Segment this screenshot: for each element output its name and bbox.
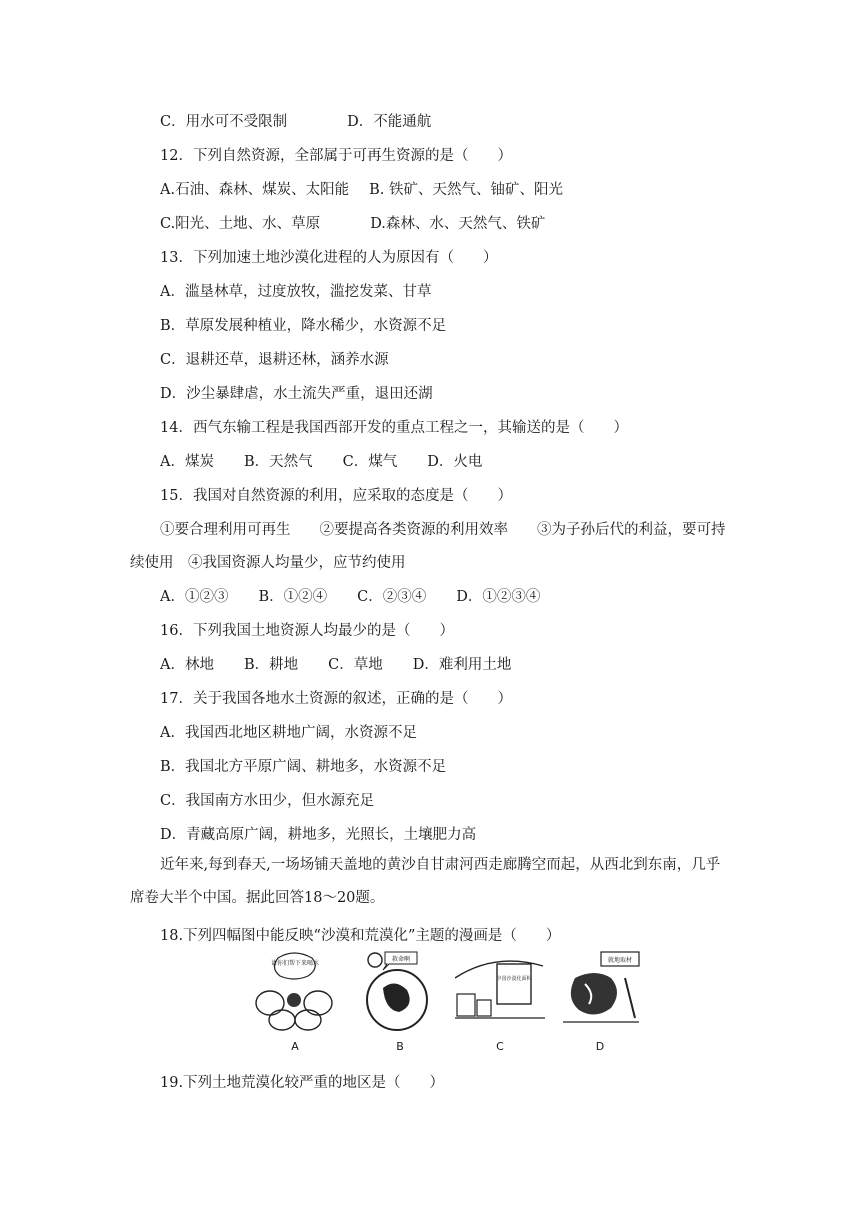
line-segment: D．火电: [427, 454, 483, 470]
paragraph-p1: ①要合理利用可再生 ②要提高各类资源的利用效率 ③为子孙后代的利益，要可持续使用 ④我国资源人均量少，应节约使用: [130, 522, 726, 571]
text-line-l9: [160, 384, 433, 404]
line-segment: C．用水可不受限制: [160, 114, 288, 130]
line-segment: D．①②③④: [456, 589, 541, 605]
line-segment: 12．下列自然资源，全部属于可再生资源的是（ ）: [160, 148, 512, 164]
text-line-l11: [160, 452, 482, 472]
line-segment: A．我国西北地区耕地广阔，水资源不足: [160, 725, 417, 741]
text-line-l21: [160, 825, 476, 845]
line-segment: C．②③④: [357, 589, 427, 605]
text-line-l10: [160, 418, 628, 438]
text-line-l12: [160, 486, 512, 506]
cartoon-c-caption: 中国沙漠化面积: [496, 976, 532, 982]
line-segment: B．①②④: [258, 589, 328, 605]
line-segment: B．草原发展种植业，降水稀少，水资源不足: [160, 318, 447, 334]
text-line-l4: [160, 214, 545, 234]
text-line-l15: [160, 621, 454, 641]
text-line-l25: [160, 1073, 444, 1093]
text-line-l14: [160, 587, 540, 607]
line-segment: 13．下列加速土地沙漠化进程的人为原因有（ ）: [160, 250, 498, 266]
line-segment: A．煤炭: [160, 454, 214, 470]
cartoon-d-caption: 就地取材: [607, 957, 633, 964]
line-segment: C．我国南方水田少，但水源充足: [160, 793, 375, 809]
cartoon-c-image: [455, 948, 545, 1034]
text-line-l20: [160, 791, 374, 811]
line-segment: A．①②③: [160, 589, 229, 605]
line-segment: D．青藏高原广阔，耕地多，光照长，土壤肥力高: [160, 827, 477, 843]
cartoon-b-image: [355, 948, 445, 1034]
line-segment: 15．我国对自然资源的利用，应采取的态度是（ ）: [160, 488, 512, 504]
cartoon-d-label: D: [595, 1040, 605, 1053]
line-segment: C．草地: [328, 657, 383, 673]
text-line-l5: [160, 248, 497, 268]
line-segment: C．退耕还草，退耕还林，涵养水源: [160, 352, 389, 368]
text-line-l24: [160, 926, 560, 946]
line-segment: 16．下列我国土地资源人均最少的是（ ）: [160, 623, 454, 639]
line-segment: D.森林、水、天然气、铁矿: [370, 216, 546, 232]
line-segment: B．天然气: [243, 454, 313, 470]
text-line-l8: [160, 350, 389, 370]
line-segment: 19.下列土地荒漠化较严重的地区是（ ）: [160, 1075, 445, 1091]
line-segment: B．耕地: [243, 657, 299, 673]
cartoon-a-caption: 请你们帮下来喝水: [270, 960, 320, 967]
text-line-l1: [160, 112, 431, 132]
line-segment: 17．关于我国各地水土资源的叙述，正确的是（ ）: [160, 691, 512, 707]
line-segment: 18.下列四幅图中能反映“沙漠和荒漠化”主题的漫画是（ ）: [160, 928, 561, 944]
line-segment: A．滥垦林草，过度放牧，滥挖发菜、甘草: [160, 284, 432, 300]
line-segment: 14．西气东输工程是我国西部开发的重点工程之一，其输送的是（ ）: [160, 420, 628, 436]
cartoon-b-caption: 救命啊: [391, 956, 411, 963]
cartoon-d-image: [555, 948, 645, 1034]
paragraph-p2: 近年来,每到春天,一场场铺天盖地的黄沙自甘肃河西走廊腾空而起，从西北到东南，几乎席卷大半个中国。据此回答18～20题。: [130, 857, 721, 906]
cartoon-a-label: A: [291, 1040, 299, 1053]
line-segment: A.石油、森林、煤炭、太阳能: [160, 182, 350, 198]
line-segment: C.阳光、土地、水、草原: [160, 216, 321, 232]
text-line-l16: [160, 655, 511, 675]
line-segment: D．沙尘暴肆虐，水土流失严重，退田还湖: [160, 386, 433, 402]
cartoon-a-image: [250, 948, 340, 1034]
line-segment: D．难利用土地: [412, 657, 512, 673]
line-segment: C．煤气: [342, 454, 398, 470]
line-segment: B．我国北方平原广阔、耕地多，水资源不足: [160, 759, 447, 775]
text-line-l17: [160, 689, 512, 709]
line-segment: A．林地: [160, 657, 214, 673]
text-line-l6: [160, 282, 431, 302]
text-line-l18: [160, 723, 417, 743]
line-segment: B. 铁矿、天然气、铀矿、阳光: [369, 182, 563, 198]
cartoon-c-label: C: [496, 1040, 504, 1053]
text-line-l19: [160, 757, 446, 777]
text-line-l7: [160, 316, 446, 336]
text-line-l3: [160, 180, 563, 200]
cartoon-figure: [250, 948, 650, 1058]
cartoon-b-label: B: [396, 1040, 404, 1053]
text-line-l2: [160, 146, 512, 166]
line-segment: D．不能通航: [347, 114, 432, 130]
